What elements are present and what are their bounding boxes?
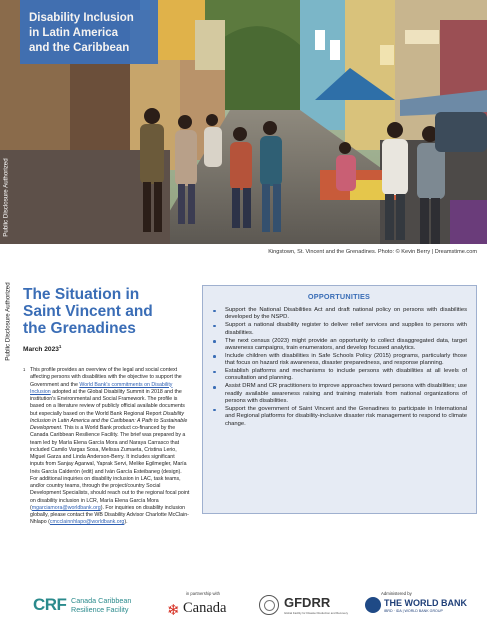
crf-logo-mark: CRF xyxy=(33,595,67,614)
footnote-part: ). For inquiries on disability inclusion globally, please contact the WB Disability Advisor Charlotte McClain-Nhlapo ( xyxy=(30,504,189,526)
world-bank-logo xyxy=(365,590,485,620)
photo-caption: Kingstown, St. Vincent and the Grenadines. Photo: © Kevin Berry | Dreamstime.com xyxy=(268,249,477,255)
series-title-line: and the Caribbean xyxy=(29,42,130,54)
crf-logo-text: Canada Caribbean Resilience Facility xyxy=(71,596,132,614)
page-title-line: The Situation in xyxy=(23,286,140,303)
hero-photo xyxy=(0,0,487,244)
footnote-part: adopted at the Global Disability Summit in 2018 and the institution's Environmental and Social Framework. The profile is based on a literature review of publicly official available documents but especially based on the World Bank Regional Report xyxy=(30,388,185,417)
opportunity-item: Assist DRM and CR practitioners to improve approaches toward persons with disabilities; use readily available awareness raising and training materials from national organizations of persons with disabilities. xyxy=(211,383,467,405)
date-text: March 2023 xyxy=(23,346,59,354)
gfdrr-circle-icon xyxy=(259,595,279,615)
publication-date xyxy=(23,344,61,353)
footnote-part: ). xyxy=(124,519,128,526)
opportunity-item: The next census (2023) might provide an opportunity to collect disaggregated data, target awareness campaigns, train enumerators, and develop focused analytics. xyxy=(211,338,467,353)
footnote-part: . This is a World Bank product co-financed by the Canada Caribbean Resilience Facility. The brief was prepared by a team led by María Elena García Mora and Naraya Carrasco that included Camilo Vargas Sosa, Melissa Zumaeta, Cristina Lerio, Miguel Garza and Linda Anderson-Berry. It includes significant inputs from Sanjay Agarwal, Yaprak Servi, Melike Egilmegler, María Inés García Calderón (edit) and Iván García Esteibaneg (design). For additional inquiries on disability inclusion in LAC, task teams, and/or country teams, through the project/country Social Development Specialists, should reach out to the regional focal point on disability inclusion in LCR, María Elena García Mora ( xyxy=(30,425,190,511)
report-title-italic: Disability Inclusion in Latin America and the Caribbean: A Path to Sustainable Development xyxy=(30,410,188,431)
email-link-cmcclainnhlapo[interactable]: cmcclainnhlapo@worldbank.org xyxy=(49,519,125,526)
footnote-number: 1 xyxy=(23,367,26,372)
opportunity-item: Include children with disabilities in Safe Schools Policy (2015) programs, particularly those that focus on hazard risk awareness, disaster preparedness, and response planning. xyxy=(211,353,467,368)
series-title-line: Disability Inclusion xyxy=(29,12,134,24)
maple-leaf-icon: ❄ xyxy=(167,602,180,619)
opportunity-item: Support the government of Saint Vincent and the Grenadines to participate in International and Regional platforms for disability-inclusive disaster risk management to respond to climate change. xyxy=(211,406,467,428)
disclosure-label-top xyxy=(1,152,11,242)
partnership-label: in partnership with xyxy=(186,591,220,596)
opportunity-item: Support the National Disabilities Act and draft national policy on persons with disabilities developed by the NSPD. xyxy=(211,307,467,322)
page-title xyxy=(23,286,193,337)
world-bank-globe-icon xyxy=(365,597,381,613)
world-bank-wordmark: THE WORLD BANK xyxy=(384,598,467,608)
page-title-line: Saint Vincent and xyxy=(23,303,153,320)
opportunities-heading: OPPORTUNITIES xyxy=(307,292,371,301)
disclosure-label-text: Public Disclosure Authorized xyxy=(2,158,10,237)
disclosure-label-text: Public Disclosure Authorized xyxy=(4,282,12,361)
crf-logo xyxy=(33,594,153,618)
disclosure-label-side xyxy=(0,274,14,374)
gfdrr-logo xyxy=(259,593,349,621)
opportunities-list xyxy=(211,307,467,428)
footnote-text xyxy=(30,367,190,527)
disability-commitments-link[interactable]: World Bank's commitments on Disability Inclusion xyxy=(30,381,173,395)
series-title-line: in Latin America xyxy=(29,27,119,39)
world-bank-subtitle: IBRD · IDA | WORLD BANK GROUP xyxy=(384,609,443,613)
gfdrr-wordmark: GFDRR xyxy=(284,595,331,610)
opportunity-item: Establish platforms and mechanisms to include persons with disabilities at all levels of consultation and planning. xyxy=(211,368,467,383)
gfdrr-subtitle: Global Facility for Disaster Reduction and Recovery xyxy=(284,611,349,615)
footnote-part: This profile provides an overview of the legal and social context affecting persons with disabilities with the objective to support the Government and the xyxy=(30,367,182,388)
canada-wordmark: Canada xyxy=(183,600,227,616)
partner-logos xyxy=(0,585,487,625)
opportunity-item: Support a national disability register to deliver relief services and supplies to persons with disabilities. xyxy=(211,322,467,337)
page-title-line: the Grenadines xyxy=(23,320,136,337)
canada-logo xyxy=(163,589,235,623)
email-link-mgarciamora[interactable]: mgarciamora@worldbank.org xyxy=(31,504,101,511)
administered-label: Administered by xyxy=(381,591,412,596)
date-footnote-marker: 1 xyxy=(58,344,62,349)
opportunities-box xyxy=(202,285,477,514)
series-title-box xyxy=(20,0,158,64)
